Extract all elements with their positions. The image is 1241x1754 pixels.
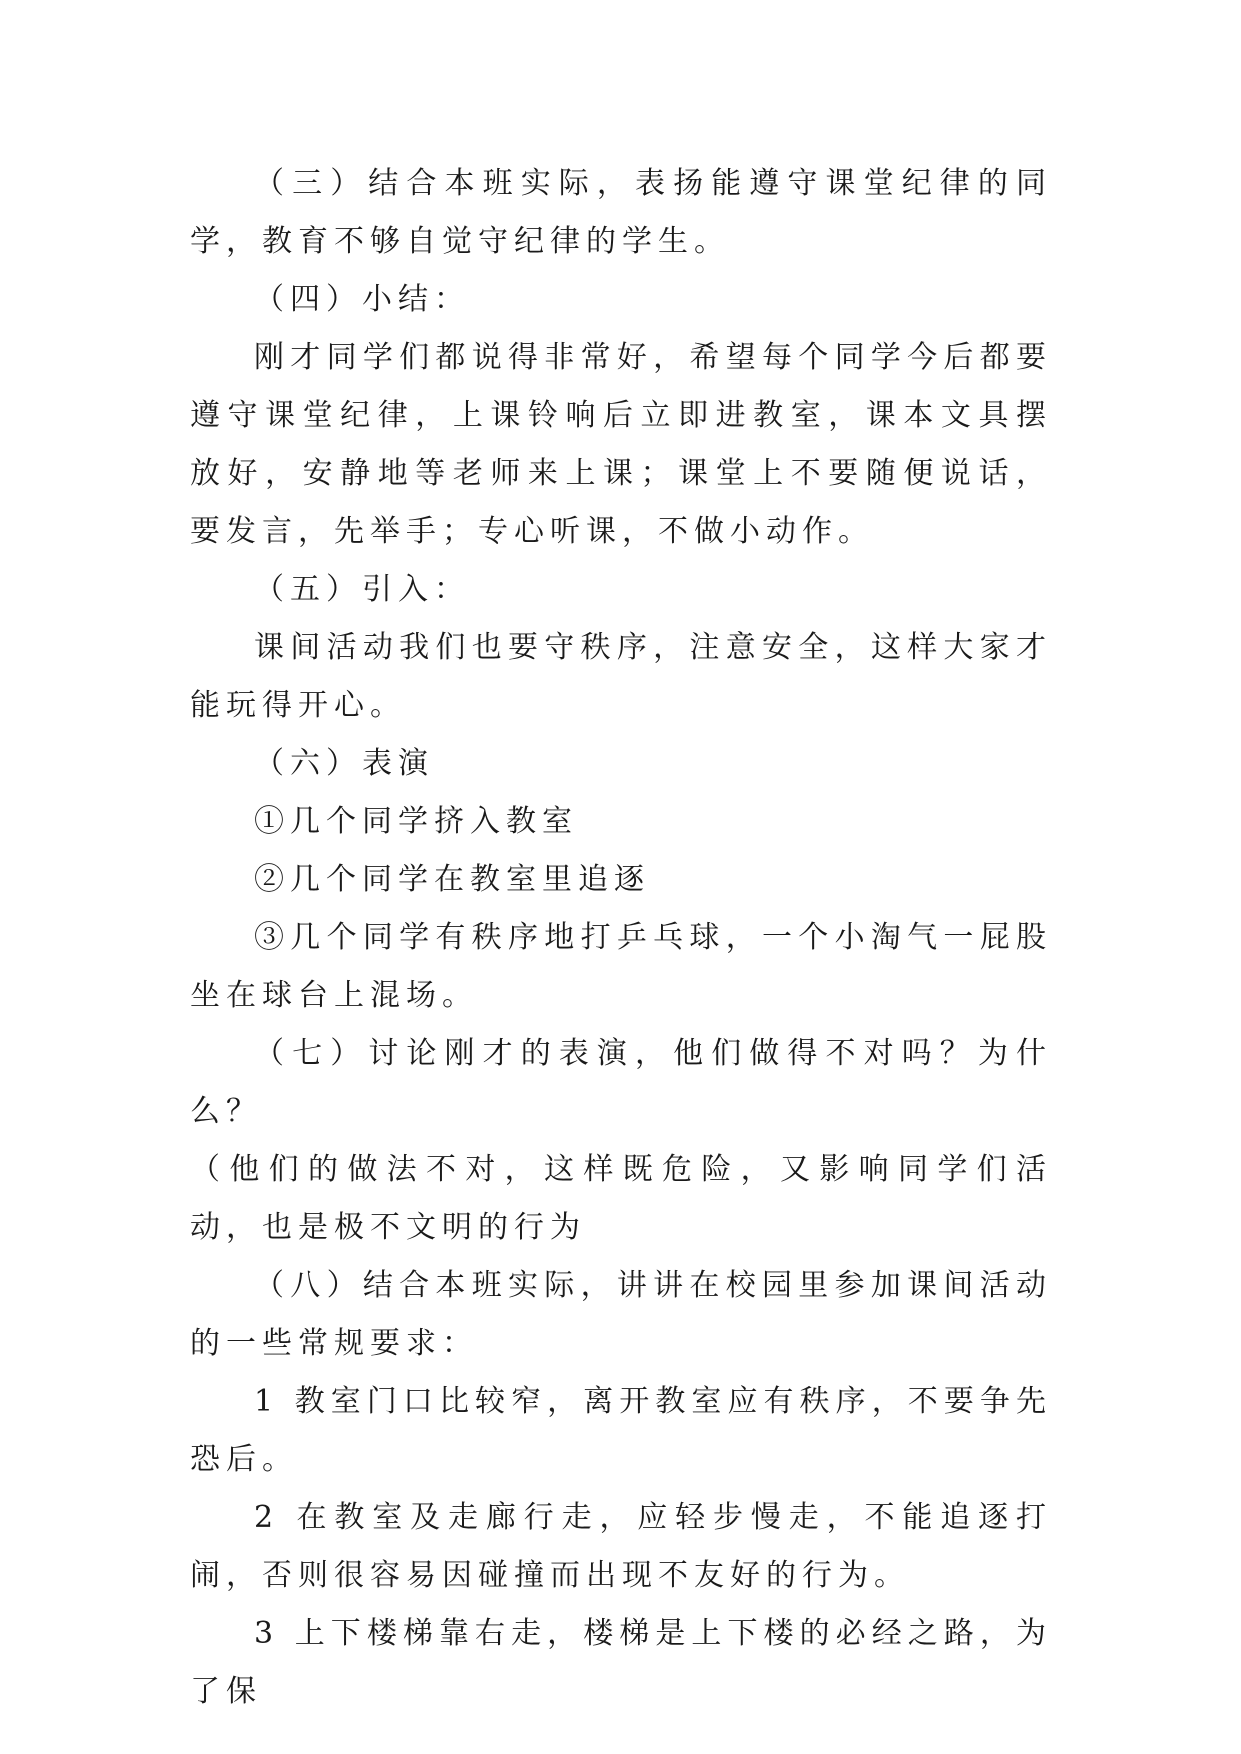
paragraph-introduction: 课间活动我们也要守秩序，注意安全，这样大家才能玩得开心。 <box>190 630 1052 723</box>
heading-performance: （六）表演 <box>254 746 434 781</box>
list-item-performance-3: ③几个同学有秩序地打乒乓球，一个小淘气一屁股坐在球台上混场。 <box>190 920 1052 1013</box>
paragraph-summary: 刚才同学们都说得非常好，希望每个同学今后都要遵守课堂纪律，上课铃响后立即进教室，课本文具摆放好，安静地等老师来上课；课堂上不要随便说话，要发言，先举手；专心听课，不做小动作。 <box>190 340 1052 549</box>
list-item-performance-1: ①几个同学挤入教室 <box>254 804 578 839</box>
heading-summary: （四）小结： <box>254 282 470 317</box>
heading-introduction: （五）引入： <box>254 572 470 607</box>
paragraph-section-3: （三）结合本班实际，表扬能遵守课堂纪律的同学，教育不够自觉守纪律的学生。 <box>190 166 1052 259</box>
paragraph-discussion: （七）讨论刚才的表演，他们做得不对吗？为什么？ <box>190 1036 1052 1129</box>
list-item-rule-2: 2 在教室及走廊行走，应轻步慢走，不能追逐打闹，否则很容易因碰撞而出现不友好的行为。 <box>190 1500 1052 1593</box>
paragraph-discussion-answer: （他们的做法不对，这样既危险，又影响同学们活动，也是极不文明的行为 <box>190 1152 1052 1245</box>
document-body <box>190 155 1052 1721</box>
list-item-performance-2: ②几个同学在教室里追逐 <box>254 862 650 897</box>
list-item-rule-3: 3 上下楼梯靠右走，楼梯是上下楼的必经之路，为了保 <box>190 1616 1052 1709</box>
list-item-rule-1: 1 教室门口比较窄，离开教室应有秩序，不要争先恐后。 <box>190 1384 1052 1477</box>
paragraph-section-8: （八）结合本班实际，讲讲在校园里参加课间活动的一些常规要求： <box>190 1268 1052 1361</box>
